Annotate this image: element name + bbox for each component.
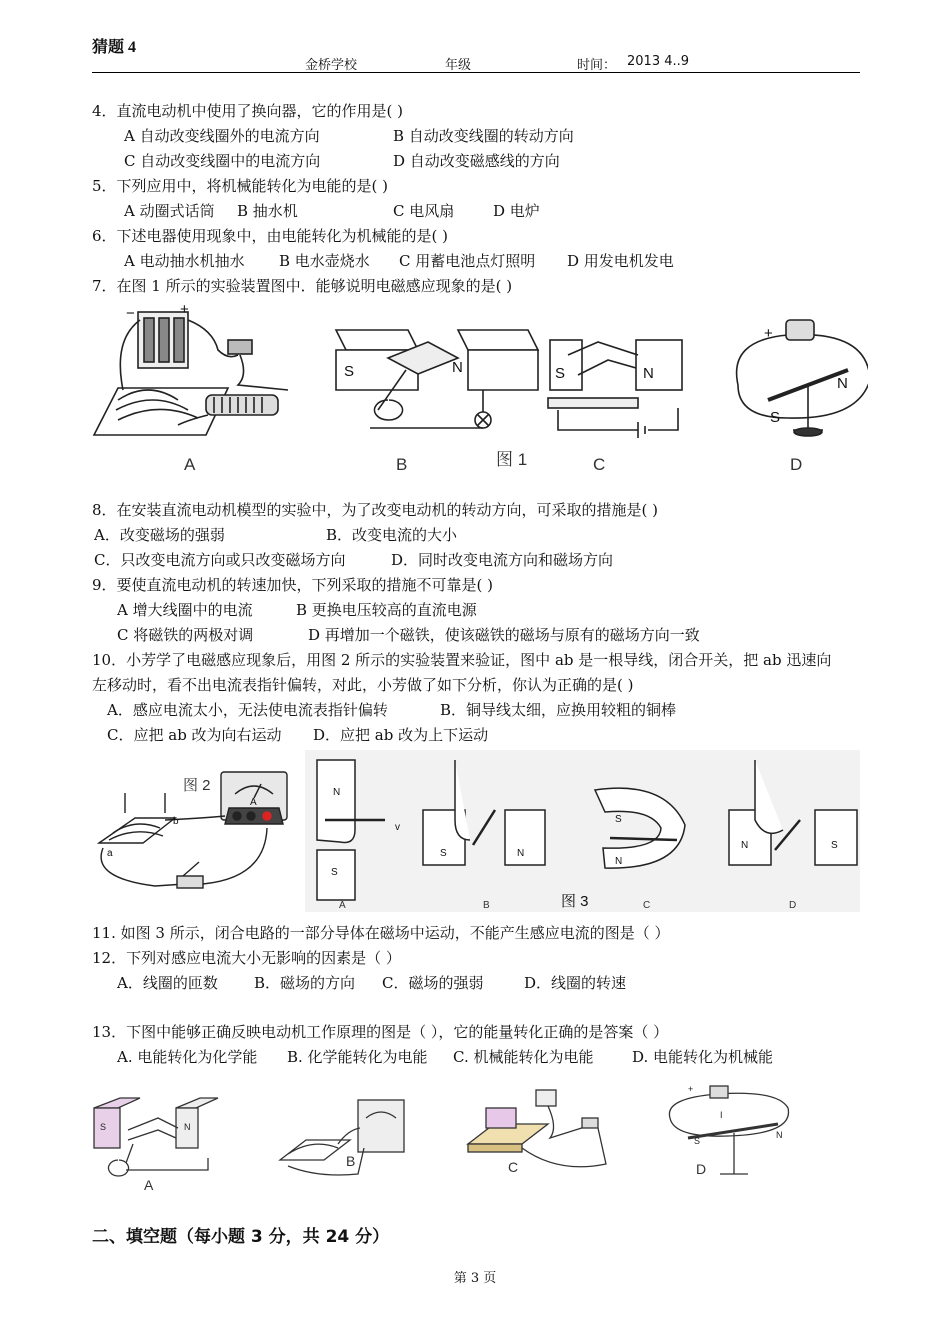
figure-13-meter-icon [358,1100,404,1152]
figure-3-velocity: v [395,822,400,833]
figure-2-meter-label: A [250,797,257,808]
question-9-option-a: A 增大线圈中的电流 [117,601,253,619]
figure-3-pole-1: N [333,787,341,798]
figure-13-label-d: D [696,1161,707,1177]
question-9-option-d: D 再增加一个磁铁，使该磁铁的磁场与原有的磁场方向一致 [308,626,700,644]
figure-13-label-c: C [508,1159,519,1175]
question-4-option-d: D 自动改变磁感线的方向 [393,152,560,170]
figure-1-b-apparatus [336,330,538,428]
question-10-stem-line-1: 10．小芳学了电磁感应现象后，用图 2 所示的实验装置来验证，图中 ab 是一根导线，闭合开关，把 ab 迅速向 [92,651,832,669]
question-6-stem: 6．下述电器使用现象中，由电能转化为机械能的是( ) [92,227,449,245]
question-13-option-c: C. 机械能转化为电能 [453,1048,594,1066]
figure-1-pole-4: N [643,365,654,382]
question-6-option-d: D 用发电机发电 [567,252,674,270]
figure-3-pole-4: N [517,848,525,859]
figure-1-pole-1: S [344,363,355,380]
figure-13-pole-4: N [776,1130,783,1140]
figure-3-pole-7: N [741,840,749,851]
question-9-option-b: B 更换电压较高的直流电源 [296,601,477,619]
figure-1-plus: + [180,301,189,318]
question-9-option-c: C 将磁铁的两极对调 [117,626,254,644]
figure-1-d-apparatus [737,320,868,436]
question-4-stem: 4．直流电动机中使用了换向器，它的作用是( ) [92,102,404,120]
figure-13-pole-1: S [100,1122,107,1132]
figure-13-a-apparatus [94,1098,218,1176]
question-10-option-c: C．应把 ab 改为向右运动 [107,726,282,744]
question-10-option-a: A．感应电流太小，无法使电流表指针偏转 [107,701,388,719]
figure-3-label-d: D [789,900,797,911]
figure-3-pole-5: S [615,814,622,825]
figure-1-plus-d: + [764,325,773,342]
figure-13-d-apparatus [669,1086,788,1174]
figure-3-label-c: C [643,900,651,911]
question-12-option-a: A．线圈的匝数 [117,974,218,992]
question-5-option-d: D 电炉 [493,202,540,220]
figure-1-label-c: C [593,455,606,474]
question-11-stem: 11. 如图 3 所示，闭合电路的一部分导体在磁场中运动，不能产生感应电流的图是（ ） [92,924,670,942]
question-4-option-a: A 自动改变线圈外的电流方向 [124,127,320,145]
figure-2-caption: 图 2 [183,777,211,794]
question-4-option-b: B 自动改变线圈的转动方向 [393,127,574,145]
question-8-option-c: C．只改变电流方向或只改变磁场方向 [94,551,346,569]
question-5-stem: 5．下列应用中，将机械能转化为电能的是( ) [92,177,389,195]
header-school: 金桥学校 [305,58,358,73]
figure-1-a-apparatus [94,312,288,435]
question-4-option-c: C 自动改变线圈中的电流方向 [124,152,321,170]
question-13-stem: 13．下图中能够正确反映电动机工作原理的图是（ ），它的能量转化正确的是答案（ ） [92,1023,669,1041]
question-5-option-c: C 电风扇 [393,202,455,220]
question-13-option-a: A. 电能转化为化学能 [117,1048,258,1066]
question-12-stem: 12．下列对感应电流大小无影响的因素是（ ） [92,949,401,967]
section-title-fill-in: 二、填空题（每小题 3 分，共 24 分） [92,1227,390,1247]
figure-3-pole-3: S [440,848,447,859]
figure-1-caption: 图 1 [496,450,528,469]
question-12-option-c: C．磁场的强弱 [382,974,484,992]
figure-13-label-a: A [144,1177,154,1193]
question-5-option-a: A 动圈式话筒 [124,202,215,220]
figure-13-b-apparatus [280,1100,404,1175]
figure-1-label-d: D [790,455,803,474]
figure-1-pole-6: S [770,409,781,426]
figure-3 [305,750,860,912]
question-6-option-b: B 电水壶烧水 [279,252,370,270]
question-7-stem: 7．在图 1 所示的实验装置图中．能够说明电磁感应现象的是( ) [92,277,513,295]
question-10-option-d: D．应把 ab 改为上下运动 [313,726,489,744]
question-9-stem: 9．要使直流电动机的转速加快，下列采取的措施不可靠是( ) [92,576,494,594]
figure-13-pole-2: N [184,1122,191,1132]
question-6-option-a: A 电动抽水机抽水 [124,252,245,270]
figure-1-pole-5: N [837,375,848,392]
header-grade: 年级 [445,58,472,73]
figure-1-pole-3: S [555,365,566,382]
figure-1-label-b: B [396,455,408,474]
question-10-stem-line-2: 左移动时，看不出电流表指针偏转，对此，小芳做了如下分析，你认为正确的是( ) [92,676,634,694]
question-6-option-c: C 用蓄电池点灯照明 [399,252,536,270]
figure-3-label-b: B [483,900,490,911]
page-header-title: 猜题 4 [92,39,137,56]
figure-1-minus: − [126,305,135,322]
figure-13-label-b: B [346,1153,356,1169]
header-time-label: 时间： [577,58,617,73]
figure-13-c-apparatus [468,1090,606,1167]
figure-2 [95,758,305,898]
figure-3-pole-6: N [615,856,623,867]
figure-13-plus: + [688,1084,694,1094]
question-10-option-b: B．铜导线太细，应换用较粗的铜棒 [440,701,677,719]
header-time-value: 2013 4..9 [627,54,690,69]
question-8-option-a: A．改变磁场的强弱 [94,526,225,544]
figure-1-pole-2: N [452,359,463,376]
figure-1-c-apparatus [548,340,682,438]
figure-3-label-a: A [339,900,346,911]
question-13-option-b: B. 化学能转化为电能 [287,1048,428,1066]
figure-2-wire-a: a [107,848,113,859]
figure-3-pole-8: S [831,840,838,851]
question-12-option-b: B．磁场的方向 [254,974,356,992]
question-12-option-d: D．线圈的转速 [524,974,627,992]
question-8-option-d: D．同时改变电流方向和磁场方向 [391,551,614,569]
page-number: 第 3 页 [453,1271,497,1286]
question-8-stem: 8．在安装直流电动机模型的实验中，为了改变电动机的转动方向，可采取的措施是( ) [92,501,659,519]
figure-3-pole-2: S [331,867,338,878]
header-rule [92,72,860,73]
figure-13-pole-3: S [694,1136,701,1146]
question-8-option-b: B．改变电流的大小 [326,526,458,544]
figure-13-current: I [720,1110,723,1120]
question-13-option-d: D. 电能转化为机械能 [632,1048,774,1066]
figure-13 [88,1078,808,1196]
figure-1-label-a: A [184,455,196,474]
figure-2-wire-b: b [173,816,179,827]
figure-1 [88,300,868,485]
figure-3-caption: 图 3 [561,893,589,910]
question-5-option-b: B 抽水机 [237,202,298,220]
